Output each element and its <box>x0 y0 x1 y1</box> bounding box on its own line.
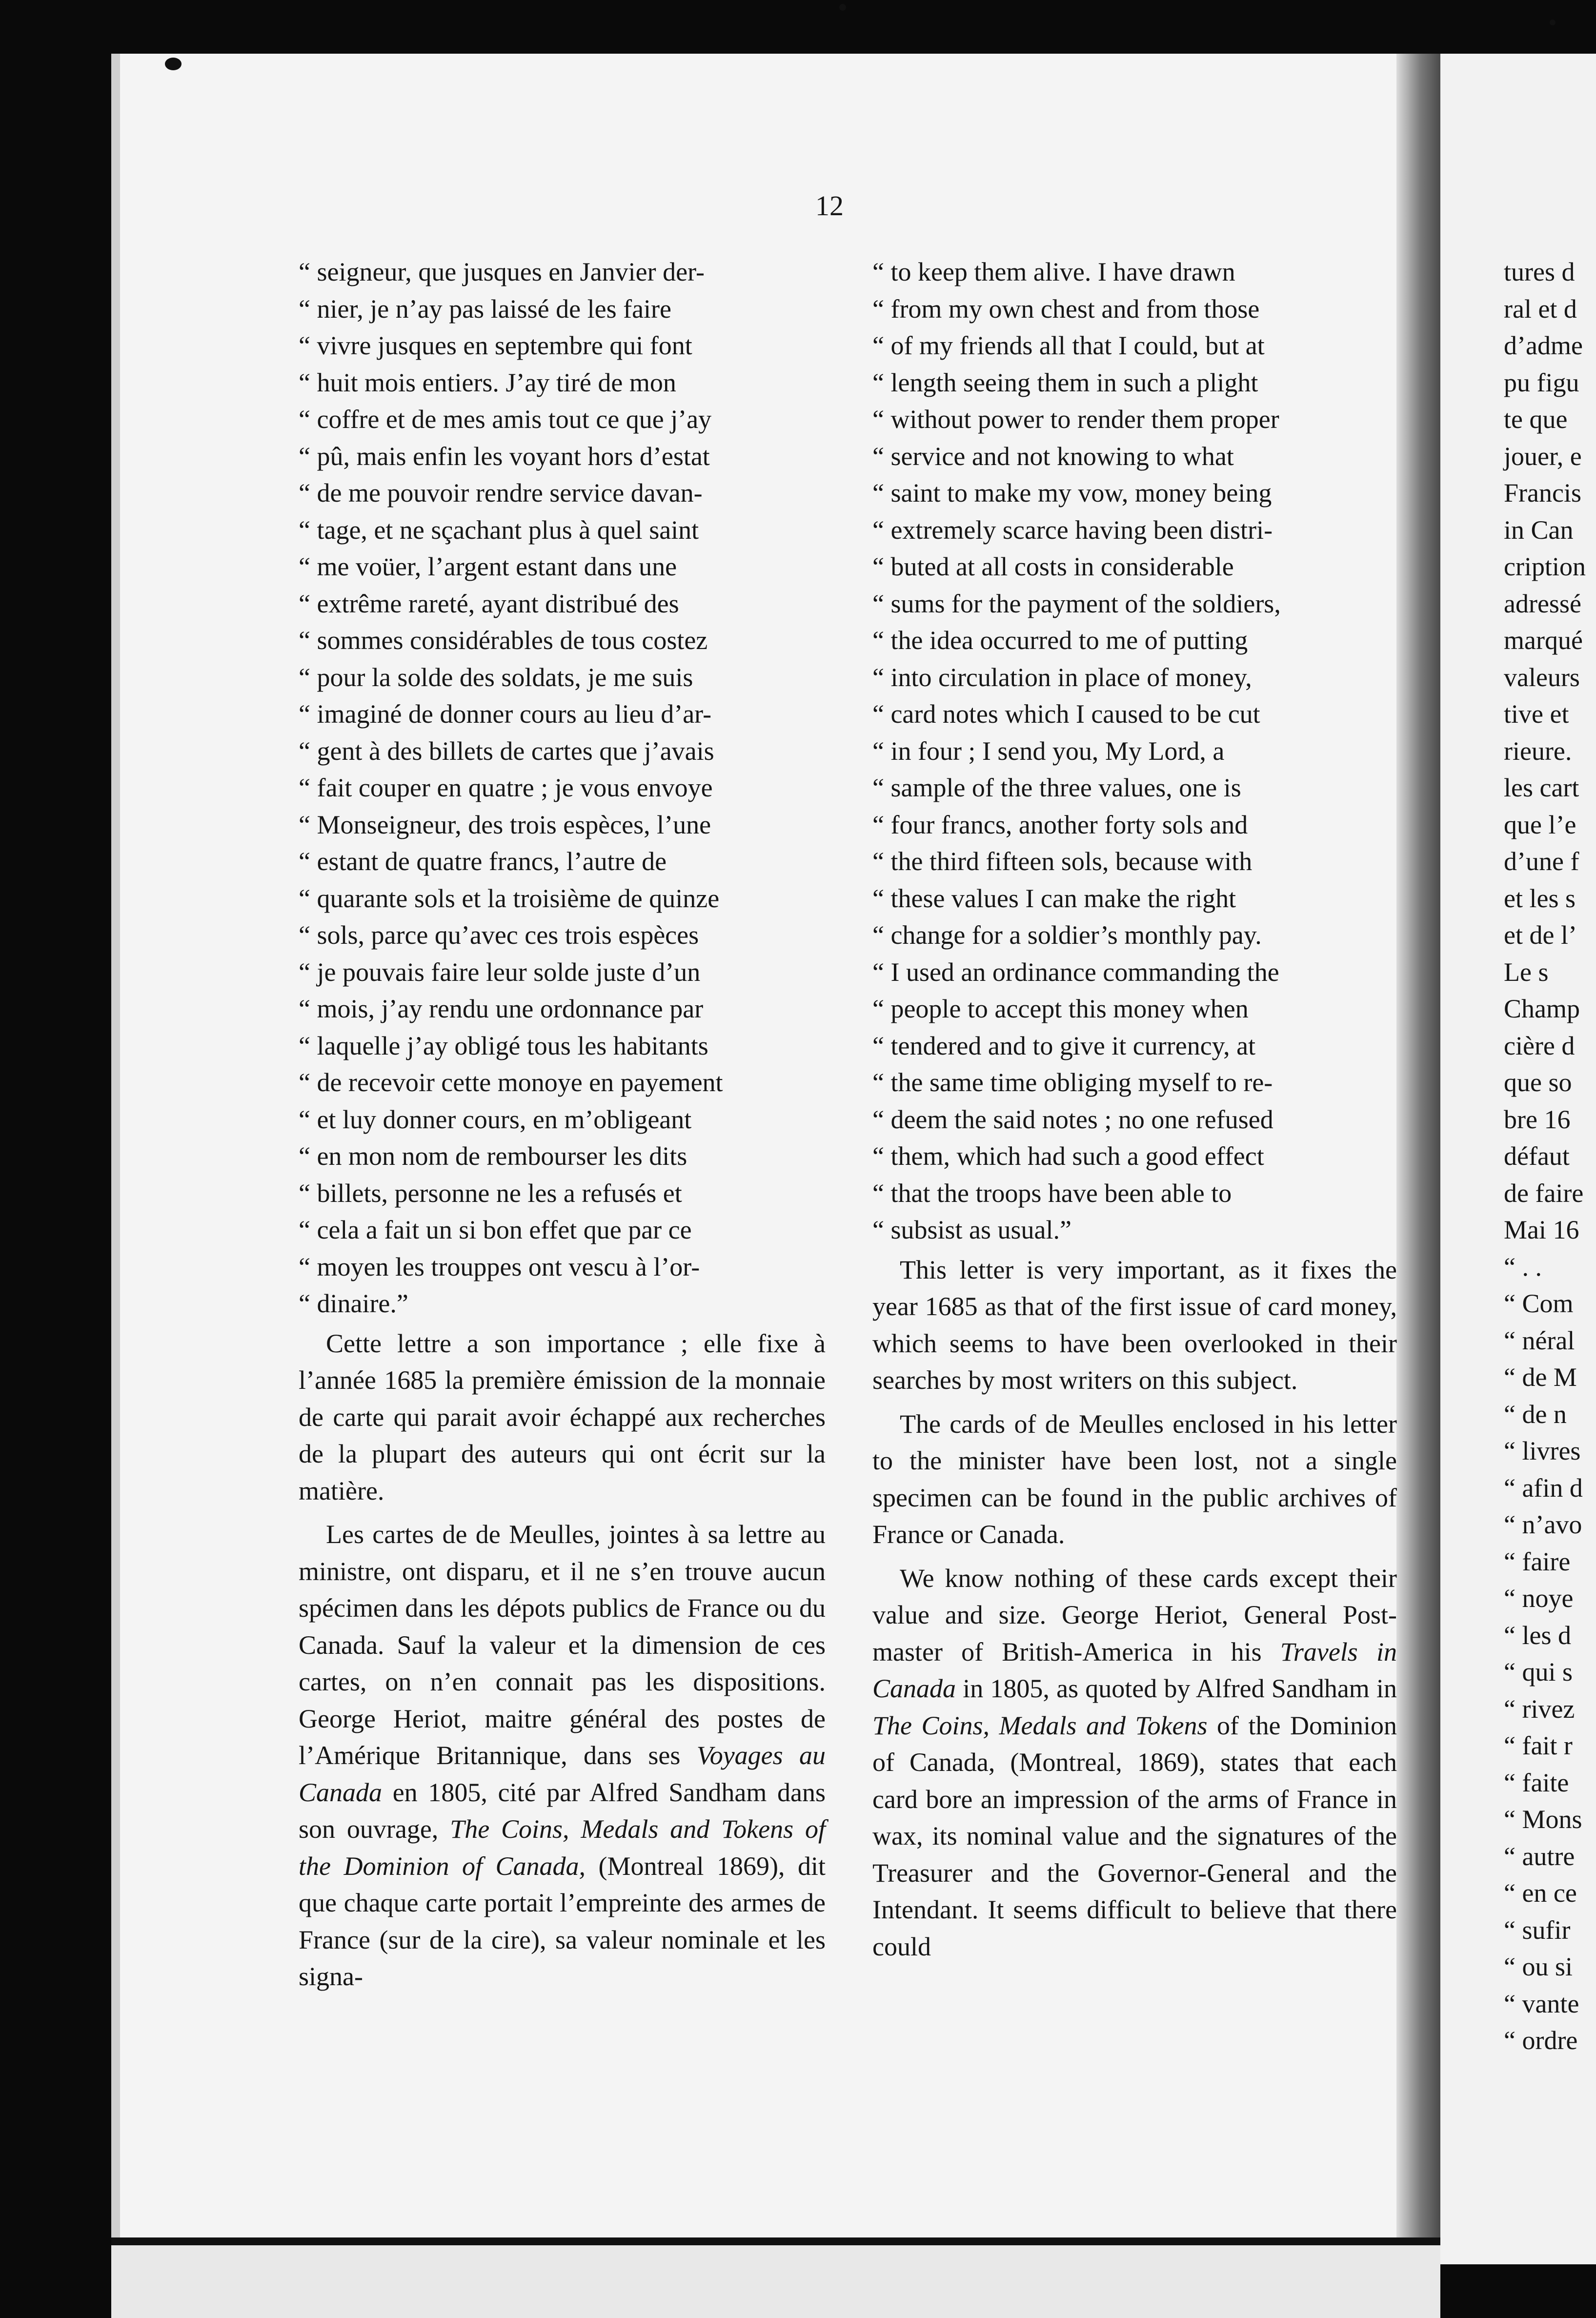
quoted-line: “ subsist as usual.” <box>872 1215 1071 1244</box>
quoted-line: “ that the troops have been able to <box>872 1178 1232 1208</box>
facing-page-line-fragment: “ Mons <box>1504 1805 1582 1834</box>
quoted-line: “ seigneur, que jusques en Janvier der- <box>299 257 705 286</box>
facing-page-line-fragment: “ les d <box>1504 1620 1571 1650</box>
book-title: The Coins, Medals and Tokens of the Dominion of Canada, <box>299 1814 826 1881</box>
quoted-line: “ gent à des billets de cartes que j’avais <box>299 736 714 766</box>
right-paragraph-3-text-a: We know nothing of these cards except their value and size. George Heriot, General Post-master of British-America in his <box>872 1563 1397 1667</box>
facing-page-line-fragment: “ noye <box>1504 1584 1574 1613</box>
facing-page-line-fragment: bre 16 <box>1504 1104 1571 1134</box>
quoted-line: “ huit mois entiers. J’ay tiré de mon <box>299 367 676 397</box>
quoted-line: “ these values I can make the right <box>872 883 1236 913</box>
quoted-line: “ extrême rareté, ayant distribué des <box>299 589 679 618</box>
scan-speck <box>165 58 182 70</box>
quoted-line: “ to keep them alive. I have drawn <box>872 257 1235 286</box>
quoted-line: “ in four ; I send you, My Lord, a <box>872 736 1225 766</box>
quoted-line: “ change for a soldier’s monthly pay. <box>872 920 1262 950</box>
left-paragraph-2-text-c: (Montreal 1869), dit que chaque carte portait l’empreinte des armes de France (sur de la cire), sa valeur nominale et les signa- <box>299 1851 826 1991</box>
facing-page-line-fragment: défaut <box>1504 1141 1570 1171</box>
facing-page-line-fragment: “ de M <box>1504 1362 1577 1392</box>
facing-page-line-fragment: adressé <box>1504 589 1581 618</box>
facing-page-line-fragment: tures d <box>1504 257 1575 286</box>
quoted-line: “ je pouvais faire leur solde juste d’un <box>299 957 701 987</box>
quoted-line: “ cela a fait un si bon effet que par ce <box>299 1215 692 1244</box>
quoted-line: “ tage, et ne sçachant plus à quel saint <box>299 515 699 545</box>
quoted-line: “ the idea occurred to me of putting <box>872 626 1248 655</box>
facing-page-line-fragment: marqué <box>1504 626 1583 655</box>
facing-page-line-fragment: que so <box>1504 1068 1572 1097</box>
facing-page-line-fragment: “ sufir <box>1504 1915 1571 1945</box>
quoted-line: “ laquelle j’ay obligé tous les habitants <box>299 1031 708 1060</box>
facing-page-line-fragment: et les s <box>1504 883 1576 913</box>
quoted-line: “ without power to render them proper <box>872 405 1279 434</box>
facing-page-column <box>1504 254 1596 2059</box>
facing-page-line-fragment: de faire <box>1504 1178 1584 1208</box>
left-paragraph-2-text-a: Les cartes de de Meulles, jointes à sa lettre au ministre, ont disparu, et il ne s’en trouve aucun spécimen dans les dépots publics de France ou du Canada. Sauf la valeur et la dimension de ces cartes, on n’en connait pas les dispositions. George Heriot, maitre général des postes de l’Amérique Britannique, dans ses <box>299 1520 826 1770</box>
left-paragraph-1: Cette lettre a son importance ; elle fixe à l’année 1685 la première émission de la monnaie de carte qui parait avoir échappé aux recherches de la plupart des auteurs qui ont écrit sur la matière. <box>299 1328 826 1505</box>
scan-speck <box>1550 20 1556 25</box>
quoted-line: “ card notes which I caused to be cut <box>872 699 1260 729</box>
quoted-line: “ imaginé de donner cours au lieu d’ar- <box>299 699 712 729</box>
facing-page-line-fragment: “ vante <box>1504 1989 1579 2018</box>
book-title: Travels in Canada <box>872 1637 1397 1703</box>
quoted-line: “ quarante sols et la troisième de quinze <box>299 883 720 913</box>
quoted-line: “ length seeing them in such a plight <box>872 367 1258 397</box>
quoted-line: “ me voüer, l’argent estant dans une <box>299 552 677 581</box>
facing-page-line-fragment: pu figu <box>1504 367 1579 397</box>
facing-page-line-fragment: “ néral <box>1504 1325 1575 1355</box>
facing-page-line-fragment: rieure. <box>1504 736 1572 766</box>
left-paragraph-2-text-b: en 1805, cité par Alfred Sandham dans son ouvrage, <box>299 1777 826 1844</box>
facing-page-line-fragment: “ . . <box>1504 1252 1542 1281</box>
facing-page-line-fragment: Le s <box>1504 957 1549 987</box>
quoted-line: “ coffre et de mes amis tout ce que j’ay <box>299 405 712 434</box>
quoted-line: “ from my own chest and from those <box>872 294 1260 324</box>
quoted-line: “ moyen les trouppes ont vescu à l’or- <box>299 1252 700 1281</box>
binding-gutter-shadow <box>1396 54 1440 2264</box>
book-title: Voyages au Canada <box>299 1741 826 1807</box>
facing-page-line-fragment: “ faire <box>1504 1546 1571 1576</box>
facing-page-line-fragment: “ ou si <box>1504 1952 1573 1981</box>
quoted-line: “ them, which had such a good effect <box>872 1141 1264 1171</box>
facing-page-line-fragment: “ faite <box>1504 1768 1569 1797</box>
quoted-line: “ sols, parce qu’avec ces trois espèces <box>299 920 699 950</box>
quoted-line: “ pour la solde des soldats, je me suis <box>299 662 693 692</box>
right-quoted-letter <box>872 254 1397 1249</box>
facing-page-line-fragment: “ en ce <box>1504 1878 1577 1908</box>
quoted-line: “ vivre jusques en septembre qui font <box>299 331 692 360</box>
quoted-line: “ mois, j’ay rendu une ordonnance par <box>299 994 704 1023</box>
quoted-line: “ four francs, another forty sols and <box>872 810 1248 839</box>
facing-page-line-fragment: te que <box>1504 405 1568 434</box>
facing-page-line-fragment: “ autre <box>1504 1841 1575 1871</box>
quoted-line: “ buted at all costs in considerable <box>872 552 1234 581</box>
quoted-line: “ of my friends all that I could, but at <box>872 331 1265 360</box>
quoted-line: “ the same time obliging myself to re- <box>872 1068 1273 1097</box>
left-quoted-letter <box>299 254 826 1322</box>
facing-page-line-fragment: “ Com <box>1504 1289 1574 1318</box>
quoted-line: “ saint to make my vow, money being <box>872 478 1272 508</box>
left-text-column <box>299 254 826 1995</box>
quoted-line: “ service and not knowing to what <box>872 441 1234 471</box>
facing-page-line-fragment: “ rivez <box>1504 1694 1575 1724</box>
facing-page-line-fragment: “ qui s <box>1504 1657 1573 1687</box>
right-paragraph-2: The cards of de Meulles enclosed in his letter to the minister have been lost, not a single specimen can be found in the public archives of France or Canada. <box>872 1409 1397 1549</box>
left-paragraph-2 <box>299 1516 826 1995</box>
facing-page-line-fragment: “ afin d <box>1504 1473 1583 1503</box>
quoted-line: “ Monseigneur, des trois espèces, l’une <box>299 810 711 839</box>
quoted-line: “ I used an ordinance commanding the <box>872 957 1279 987</box>
quoted-line: “ et luy donner cours, en m’obligeant <box>299 1104 692 1134</box>
right-paragraph-3-text-c: of the Dominion of Canada, (Montreal, 1869), states that each card bore an impression of the arms of France in wax, its nominal value and the signatures of the Treasurer and the Governor-General and the Intendant. It seems difficult to believe that there could <box>872 1710 1397 1961</box>
quoted-line: “ extremely scarce having been distri- <box>872 515 1273 545</box>
right-paragraph-3 <box>872 1560 1397 1966</box>
facing-page-line-fragment: cription <box>1504 552 1586 581</box>
quoted-line: “ billets, personne ne les a refusés et <box>299 1178 682 1208</box>
page-number: 12 <box>815 190 844 222</box>
quoted-line: “ tendered and to give it currency, at <box>872 1031 1256 1060</box>
quoted-line: “ dinaire.” <box>299 1289 408 1318</box>
facing-page-line-fragment: cière d <box>1504 1031 1575 1060</box>
quoted-line: “ fait couper en quatre ; je vous envoye <box>299 773 713 802</box>
facing-page-line-fragment: les cart <box>1504 773 1579 802</box>
quoted-line: “ pû, mais enfin les voyant hors d’estat <box>299 441 710 471</box>
facing-page-line-fragment: d’une f <box>1504 847 1579 876</box>
page-bottom-edge <box>111 2237 1440 2318</box>
quoted-line: “ into circulation in place of money, <box>872 662 1252 692</box>
facing-page-line-fragment: ral et d <box>1504 294 1577 324</box>
facing-page-line-fragment: que l’e <box>1504 810 1576 839</box>
facing-page-line-fragment: et de l’ <box>1504 920 1577 950</box>
facing-page-line-fragment: “ livres <box>1504 1436 1581 1465</box>
quoted-line: “ en mon nom de rembourser les dits <box>299 1141 687 1171</box>
quoted-line: “ sample of the three values, one is <box>872 773 1241 802</box>
quoted-line: “ sommes considérables de tous costez <box>299 626 708 655</box>
quoted-line: “ people to accept this money when <box>872 994 1249 1023</box>
facing-page-line-fragment: Mai 16 <box>1504 1215 1579 1244</box>
facing-page-line-fragment: valeurs <box>1504 662 1580 692</box>
right-paragraph-3-text-b: in 1805, as quoted by Alfred Sandham in <box>956 1674 1397 1703</box>
quoted-line: “ sums for the payment of the soldiers, <box>872 589 1281 618</box>
facing-page-line-fragment: tive et <box>1504 699 1569 729</box>
scan-speck <box>839 4 846 11</box>
quoted-line: “ the third fifteen sols, because with <box>872 847 1253 876</box>
quoted-line: “ nier, je n’ay pas laissé de les faire <box>299 294 671 324</box>
quoted-line: “ de recevoir cette monoye en payement <box>299 1068 723 1097</box>
facing-page-line-fragment: “ fait r <box>1504 1731 1573 1760</box>
facing-page-line-fragment: jouer, e <box>1504 441 1582 471</box>
quoted-line: “ deem the said notes ; no one refused <box>872 1104 1273 1134</box>
facing-page-line-fragment: d’adme <box>1504 331 1583 360</box>
right-paragraph-1: This letter is very important, as it fixes the year 1685 as that of the first issue of card money, which seems to have been overlooked in their searches by most writers on this subject. <box>872 1255 1397 1395</box>
facing-page-line-fragment: Francis <box>1504 478 1581 508</box>
facing-page-line-fragment: Champ <box>1504 994 1580 1023</box>
right-text-column <box>872 254 1397 1965</box>
quoted-line: “ de me pouvoir rendre service davan- <box>299 478 703 508</box>
quoted-line: “ estant de quatre francs, l’autre de <box>299 847 667 876</box>
book-title: The Coins, Medals and Tokens <box>872 1710 1208 1740</box>
facing-page-line-fragment: “ n’avo <box>1504 1510 1582 1539</box>
facing-page-line-fragment: “ ordre <box>1504 2026 1578 2055</box>
facing-page-line-fragment: “ de n <box>1504 1399 1567 1429</box>
facing-page-line-fragment: in Can <box>1504 515 1574 545</box>
facing-page-fragment <box>1440 54 1596 2264</box>
